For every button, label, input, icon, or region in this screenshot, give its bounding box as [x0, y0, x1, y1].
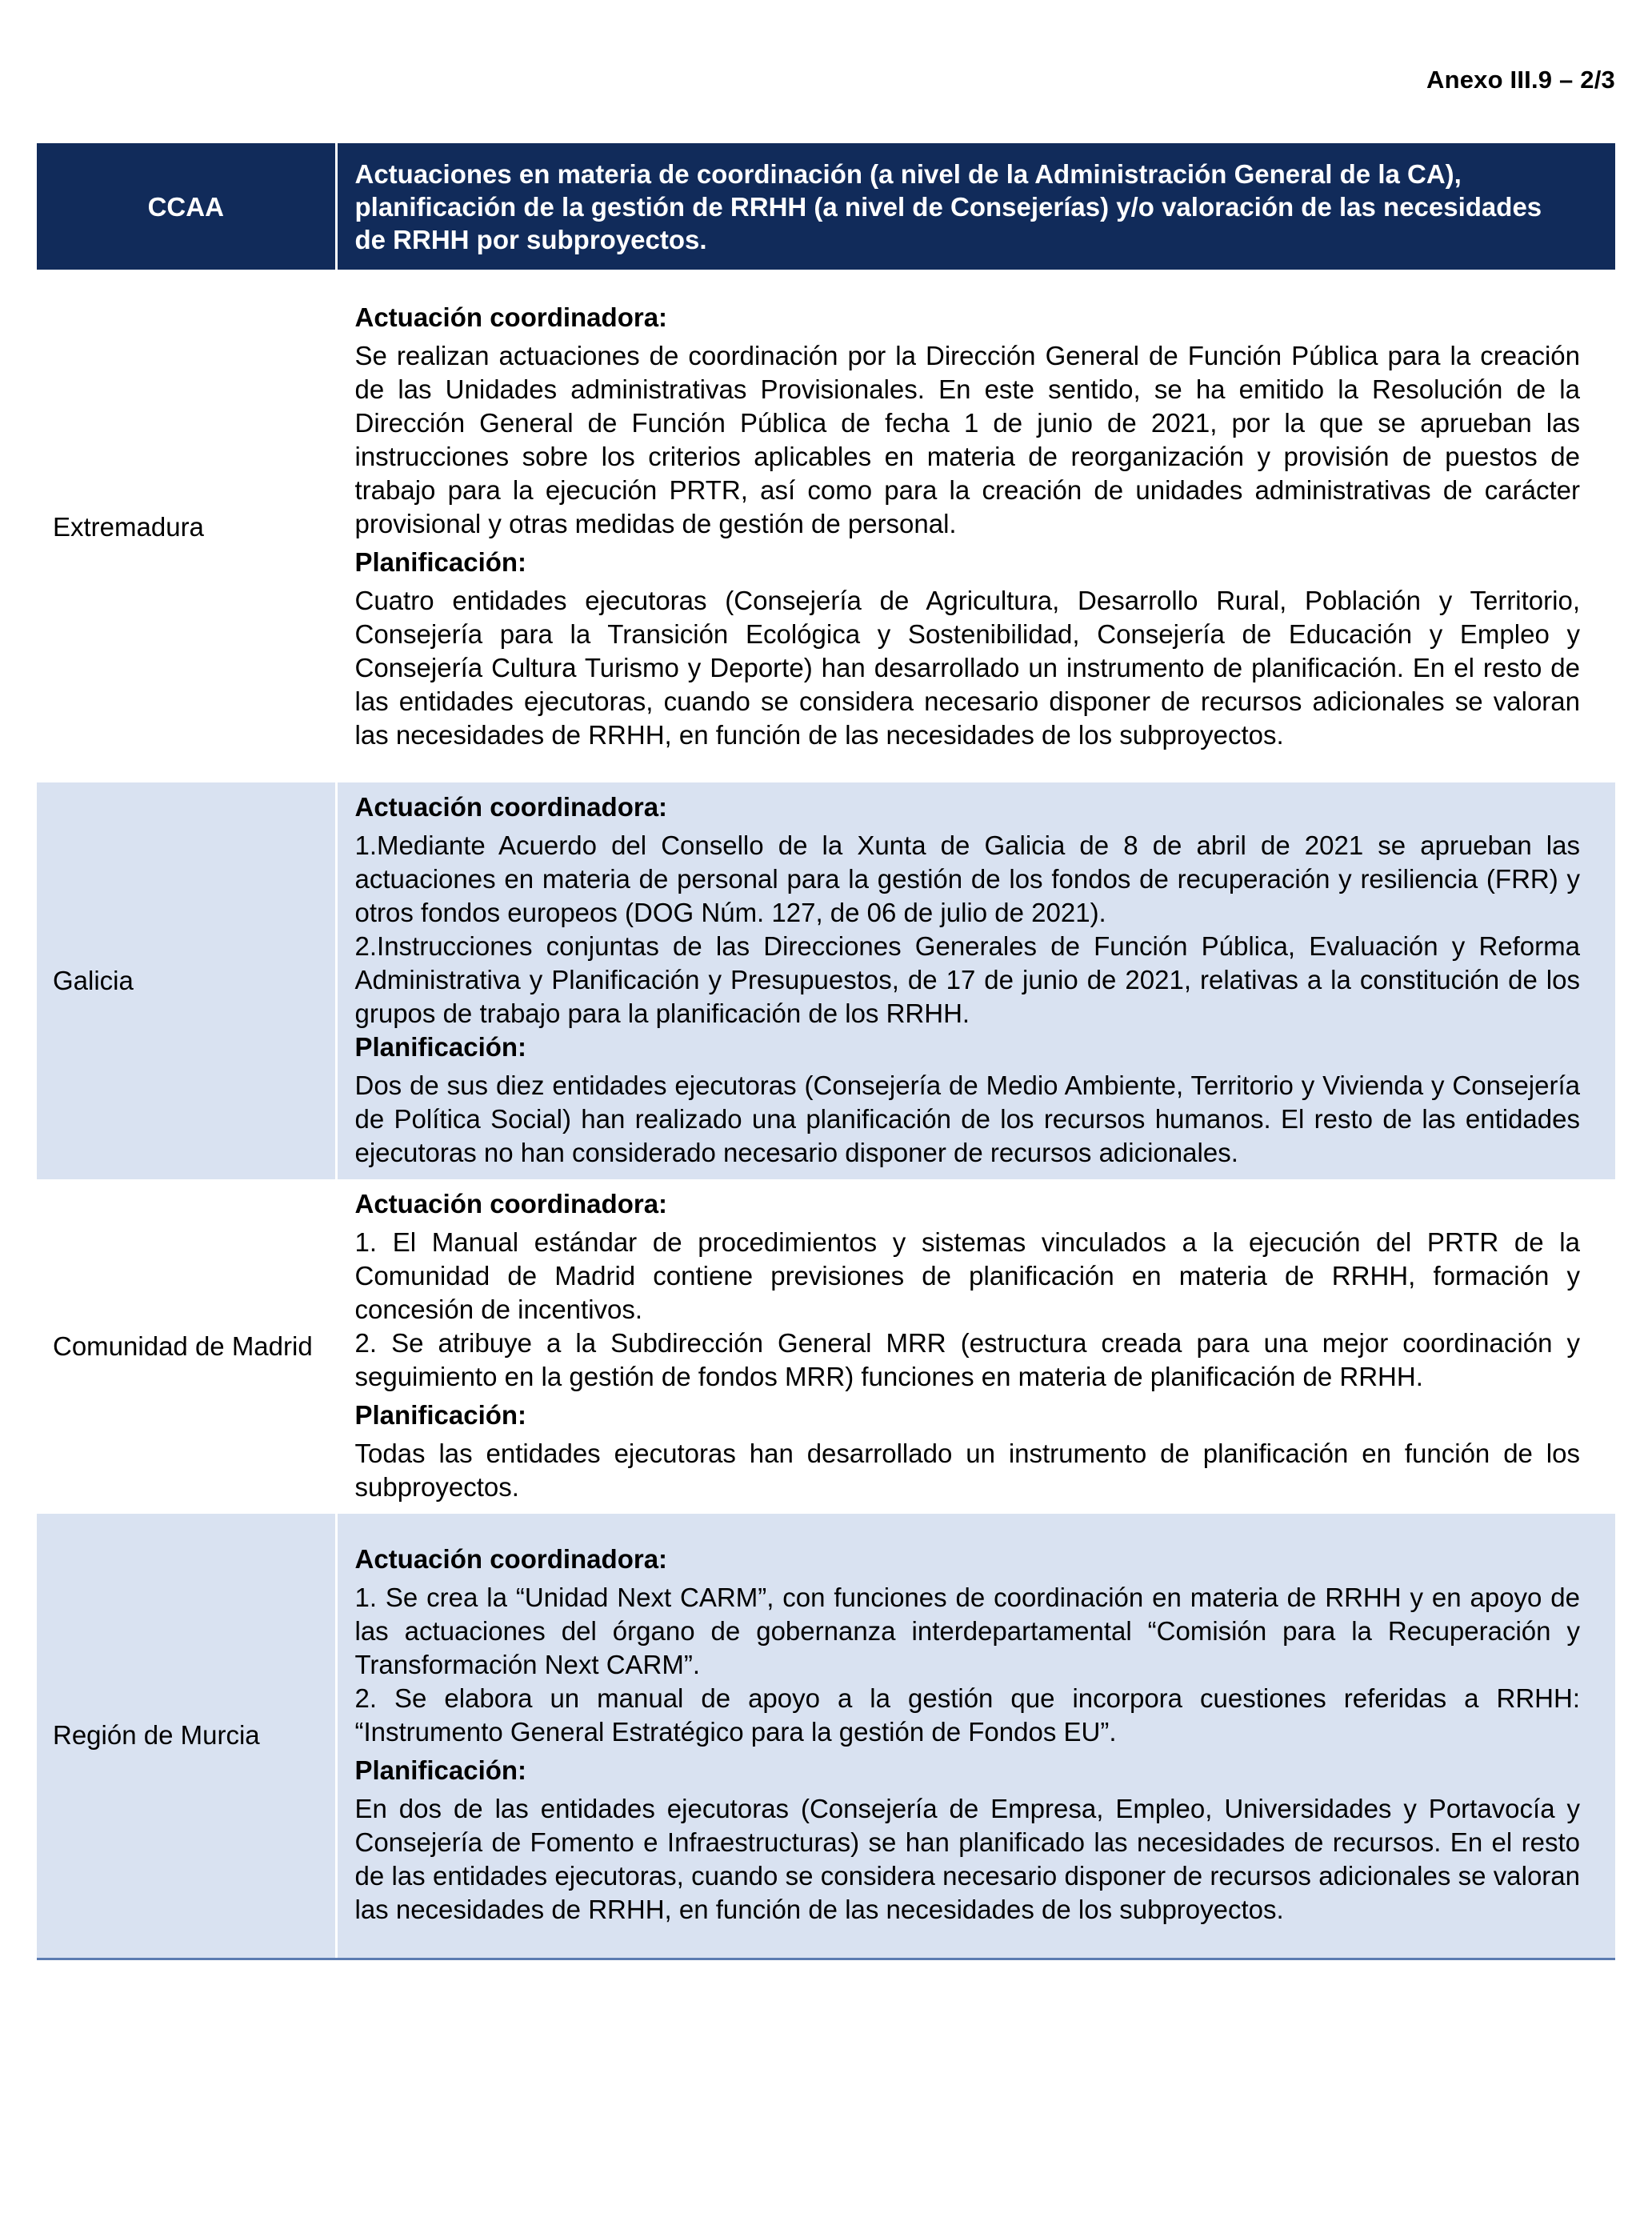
table-row	[37, 782, 1615, 1179]
coordination-paragraph: 2. Se elabora un manual de apoyo a la gestión que incorpora cuestiones referidas a RRHH: “Instrumento General Estratégico para la gestión de Fondos EU”.	[354, 1683, 1580, 1747]
region-cell: Galicia	[37, 782, 336, 1179]
coordination-paragraph: Se realizan actuaciones de coordinación por la Dirección General de Función Pública para la creación de las Unidades administrativas Provisionales. En este sentido, se ha emitido la Resolución de la Dirección General de Función Pública de fecha 1 de junio de 2021, por la que se aprueban las instrucciones sobre los criterios aplicables en materia de reorganización y provisión de puestos de trabajo para la ejecución PRTR, así como para la creación de unidades administrativas de carácter provisional y otras medidas de gestión de personal.	[354, 340, 1580, 538]
ccaa-actions-table	[37, 143, 1615, 1960]
planning-paragraph: En dos de las entidades ejecutoras (Consejería de Empresa, Empleo, Universidades y Portavocía y Consejería de Fomento e Infraestructuras) se han planificado las necesidades de recursos. En el resto de las entidades ejecutoras, cuando se considera necesario disponer de recursos adicionales se valoran las necesidades de RRHH, en función de las necesidades de los subproyectos.	[354, 1794, 1580, 1925]
actions-cell	[336, 1179, 1615, 1514]
actions-cell	[336, 270, 1615, 782]
planning-paragraph: Cuatro entidades ejecutoras (Consejería de Agricultura, Desarrollo Rural, Población y Territorio, Consejería para la Transición Ecológica y Sostenibilidad, Consejería de Educación y Empleo y Consejería Cultura Turismo y Deporte) han desarrollado un instrumento de planificación. En el resto de las entidades ejecutoras, cuando se considera necesario disponer de recursos adicionales se valoran las necesidades de RRHH, en función de las necesidades de los subproyectos.	[354, 585, 1580, 750]
coordination-paragraph: 2.Instrucciones conjuntas de las Direcciones Generales de Función Pública, Evaluación y Reforma Administrativa y Planificación y Presupuestos, de 17 de junio de 2021, relativas a la constitución de los grupos de trabajo para la planificación de los RRHH.	[354, 931, 1580, 1028]
planning-title: Planificación:	[354, 1400, 527, 1430]
planning-paragraph: Todas las entidades ejecutoras han desarrollado un instrumento de planificación en función de los subproyectos.	[354, 1439, 1580, 1502]
region-cell: Comunidad de Madrid	[37, 1179, 336, 1514]
actions-cell	[336, 782, 1615, 1179]
column-header-actions: Actuaciones en materia de coordinación (a nivel de la Administración General de la CA), planificación de la gestión de RRHH (a nivel de Consejerías) y/o valoración de las necesidades de RRHH por subproyectos.	[336, 143, 1615, 270]
coordination-title: Actuación coordinadora:	[354, 1544, 668, 1575]
coordination-paragraph: 1. El Manual estándar de procedimientos y sistemas vinculados a la ejecución del PRTR de la Comunidad de Madrid contiene previsiones de planificación en materia de RRHH, formación y concesión de incentivos.	[354, 1227, 1580, 1324]
table-header-row	[37, 143, 1615, 270]
column-header-ccaa: CCAA	[37, 143, 336, 270]
table-row	[37, 1514, 1615, 1959]
region-cell: Región de Murcia	[37, 1514, 336, 1959]
planning-title: Planificación:	[354, 1032, 527, 1062]
coordination-paragraph: 1.Mediante Acuerdo del Consello de la Xunta de Galicia de 8 de abril de 2021 se aprueban las actuaciones en materia de personal para la gestión de los fondos de recuperación y resiliencia (FRR) y otros fondos europeos (DOG Núm. 127, de 06 de julio de 2021).	[354, 830, 1580, 927]
actions-cell	[336, 1514, 1615, 1959]
coordination-title: Actuación coordinadora:	[354, 792, 668, 822]
annex-label: Anexo III.9 – 2/3	[1426, 66, 1615, 94]
coordination-title: Actuación coordinadora:	[354, 1189, 668, 1219]
coordination-paragraph: 1. Se crea la “Unidad Next CARM”, con funciones de coordinación en materia de RRHH y en apoyo de las actuaciones del órgano de gobernanza interdepartamental “Comisión para la Recuperación y Transformación Next CARM”.	[354, 1583, 1580, 1680]
coordination-paragraph: 2. Se atribuye a la Subdirección General MRR (estructura creada para una mejor coordinación y seguimiento en la gestión de fondos MRR) funciones en materia de planificación de RRHH.	[354, 1328, 1580, 1391]
planning-title: Planificación:	[354, 1755, 527, 1786]
coordination-title: Actuación coordinadora:	[354, 302, 668, 332]
planning-paragraph: Dos de sus diez entidades ejecutoras (Consejería de Medio Ambiente, Territorio y Vivienda y Consejería de Política Social) han realizado una planificación de los recursos humanos. El resto de las entidades ejecutoras no han considerado necesario disponer de recursos adicionales.	[354, 1070, 1580, 1167]
planning-title: Planificación:	[354, 546, 527, 577]
table-row	[37, 270, 1615, 782]
table-row	[37, 1179, 1615, 1514]
region-cell: Extremadura	[37, 270, 336, 782]
